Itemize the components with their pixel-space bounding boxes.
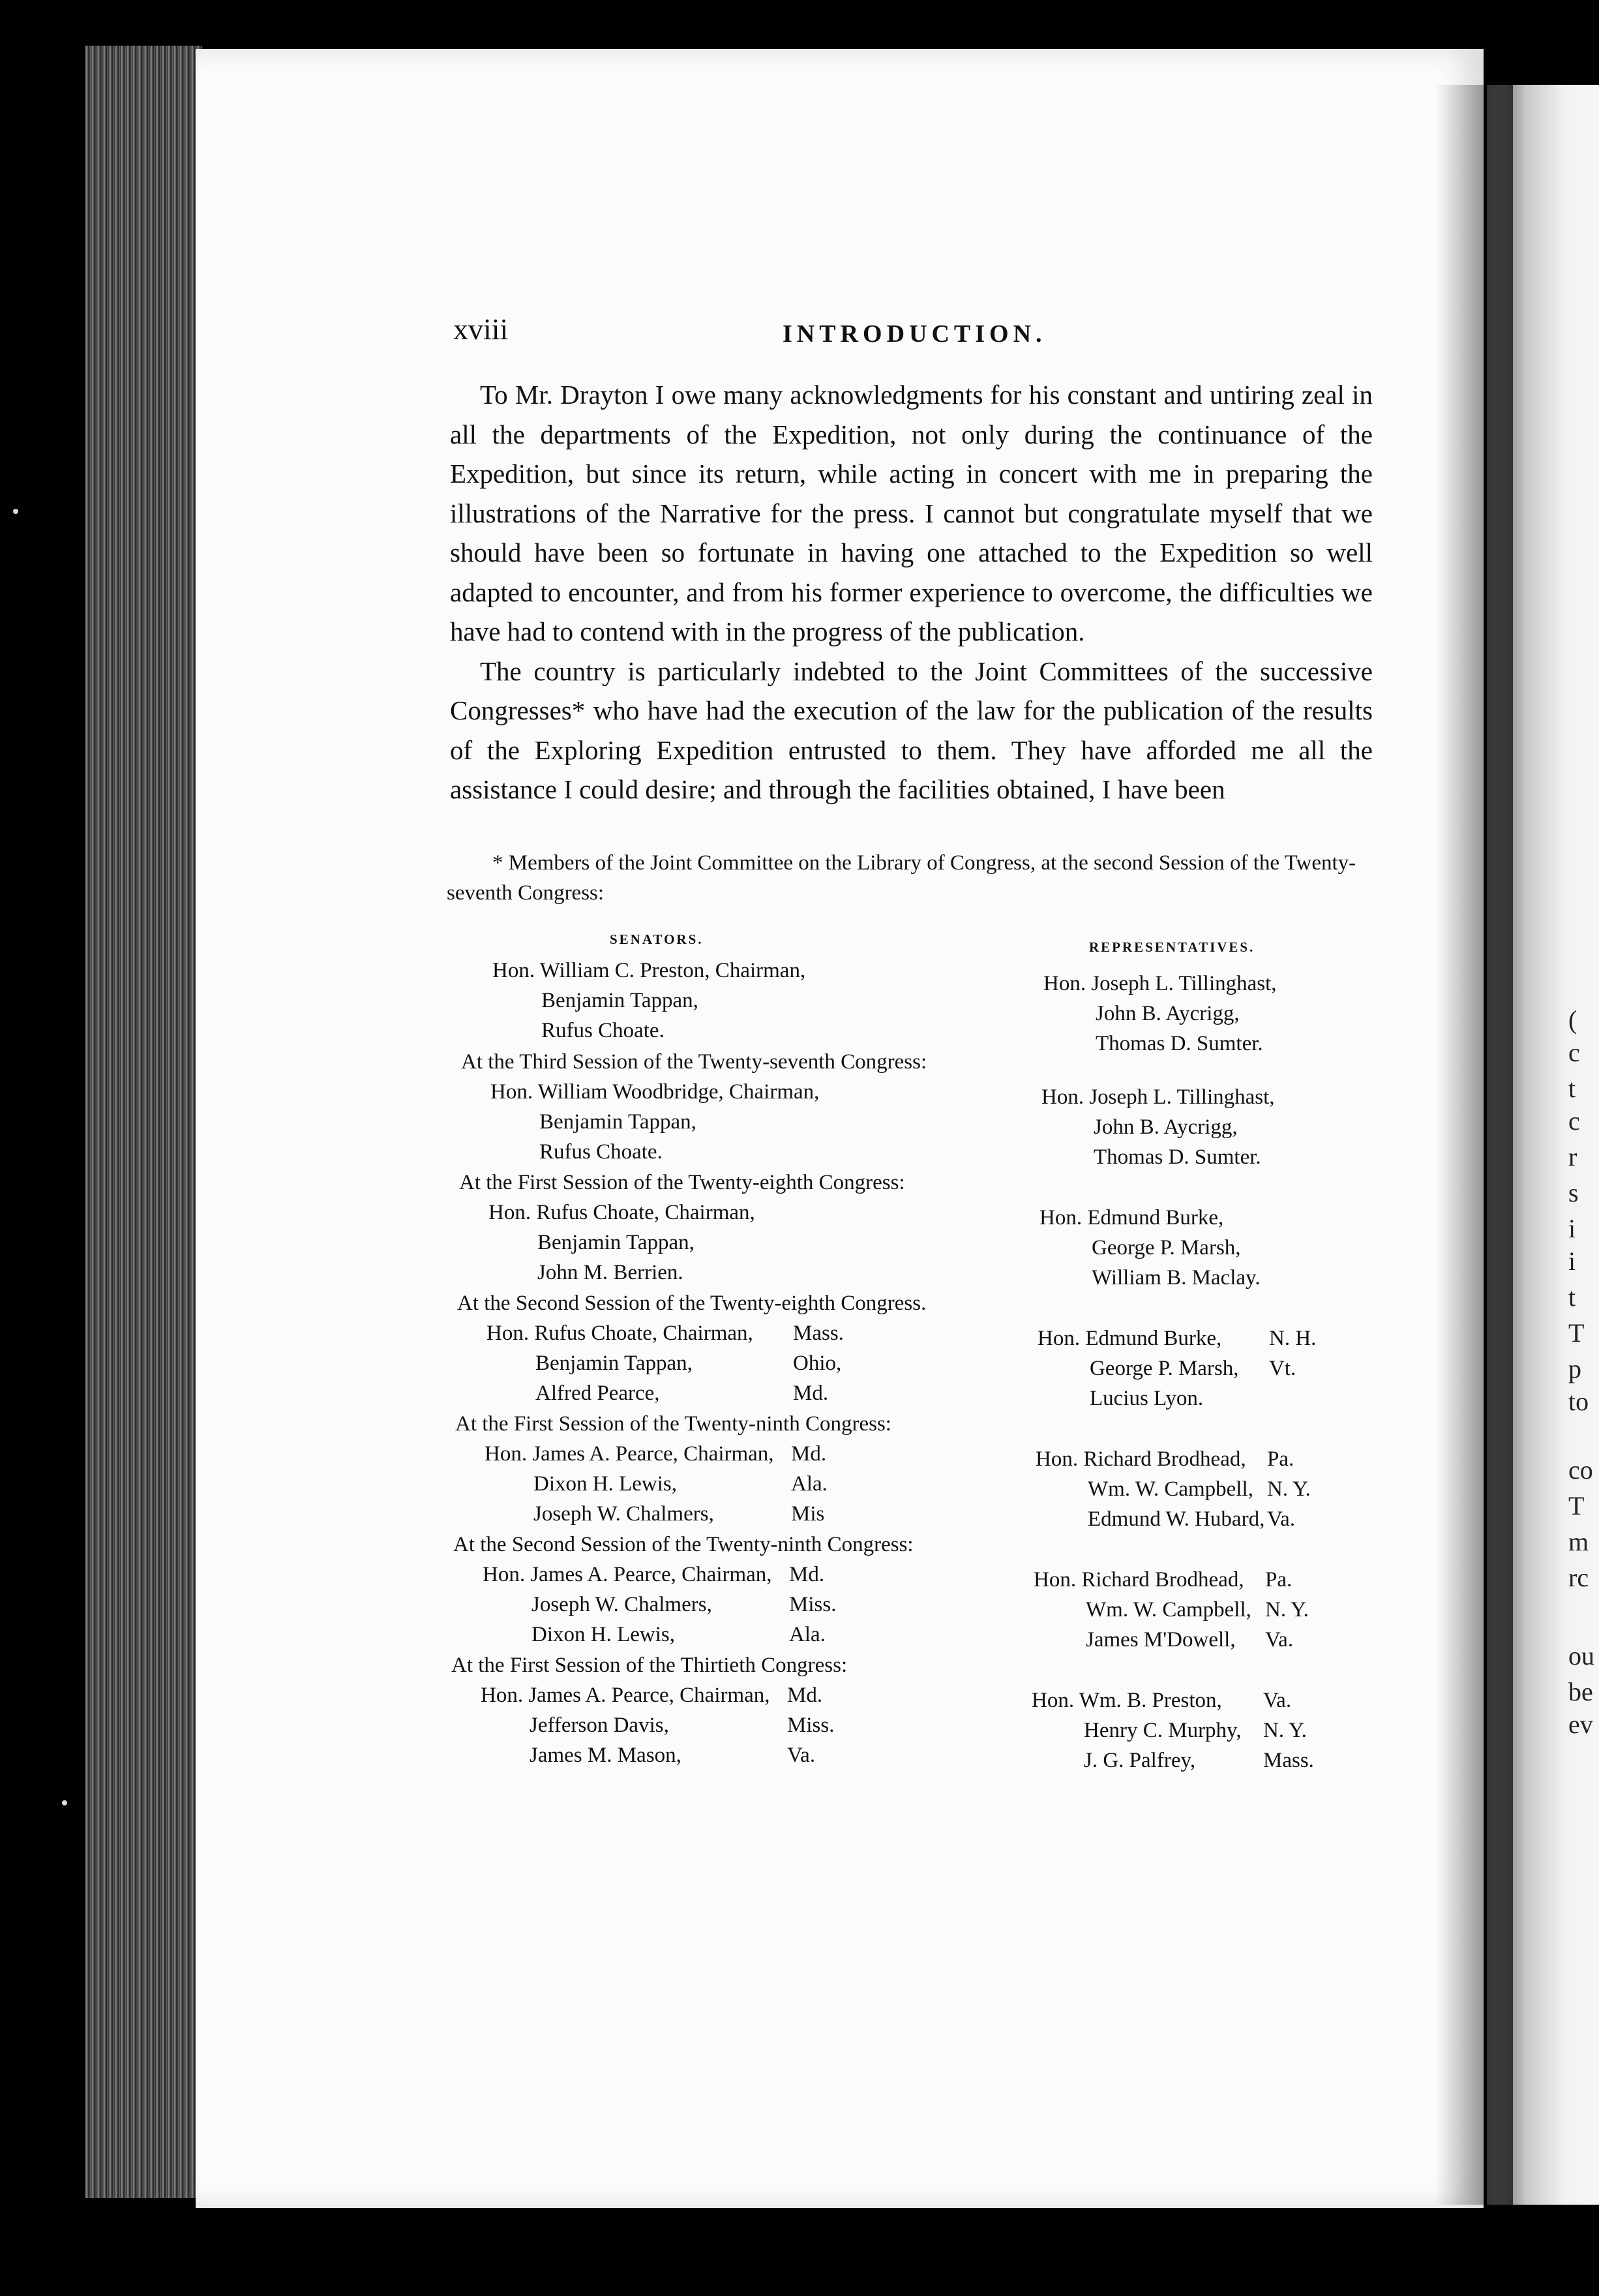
member-name: Rufus Choate. (539, 1140, 663, 1164)
session-label: At the First Session of the Twenty-ninth Congress: (455, 1412, 891, 1436)
facing-page-fragment: T (1568, 1318, 1585, 1348)
session-label: At the Second Session of the Twenty-eighth Congress. (457, 1292, 927, 1315)
facing-page-fragment: ( (1568, 1005, 1577, 1035)
senator-row (537, 1231, 695, 1255)
scan-speck (62, 1800, 67, 1805)
member-name: Hon. James A. Pearce, Chairman, (481, 1684, 770, 1707)
representative-row (1088, 1477, 1253, 1502)
member-state: Md. (787, 1684, 823, 1707)
member-state: Md. (793, 1382, 829, 1405)
representative-row (1096, 1002, 1240, 1026)
member-name: John B. Aycrigg, (1094, 1115, 1238, 1139)
facing-page-fragment: t (1568, 1074, 1576, 1103)
member-name: Hon. James A. Pearce, Chairman, (485, 1442, 774, 1466)
facing-page-fragment: be (1568, 1677, 1593, 1706)
representative-row (1086, 1598, 1251, 1622)
facing-page-fragment: c (1568, 1038, 1580, 1067)
member-name: Alfred Pearce, (535, 1382, 660, 1405)
facing-page-fragment: T (1568, 1491, 1585, 1520)
paragraph: The country is particularly indebted to the Joint Committees of the successive Congresses* who have had the execution of the law for the publication of the results of the Exploring Expedition entrusted to them. They have afforded me all the assistance I could desire; and through the facilities obtained, I have been (450, 656, 1373, 804)
facing-page-fragment: to (1568, 1387, 1589, 1416)
member-state: Ala. (791, 1472, 828, 1496)
member-state: Va. (787, 1744, 816, 1767)
facing-page-fragment: r (1568, 1142, 1577, 1171)
senator-row (541, 1019, 665, 1043)
senator-row (530, 1714, 669, 1738)
facing-page-fragment: t (1568, 1282, 1576, 1312)
member-state: Mass. (793, 1322, 844, 1345)
facing-page-fragment: co (1568, 1455, 1593, 1485)
representative-row (1092, 1266, 1261, 1290)
member-name: Benjamin Tappan, (537, 1231, 695, 1254)
facing-page-fragment: i (1568, 1214, 1576, 1243)
senator-row (490, 1080, 819, 1104)
member-name: Wm. W. Campbell, (1088, 1477, 1253, 1501)
member-name: Rufus Choate. (541, 1019, 665, 1042)
senator-row (485, 1442, 774, 1466)
facing-page-fragment: rc (1568, 1563, 1589, 1592)
senator-row (488, 1201, 755, 1225)
scan-speck (13, 509, 18, 514)
representative-row (1038, 1327, 1221, 1351)
session-label: At the First Session of the Twenty-eighth Congress: (459, 1171, 905, 1194)
member-name: J. G. Palfrey, (1084, 1749, 1196, 1772)
senator-row (541, 989, 698, 1013)
member-state: Pa. (1267, 1447, 1294, 1471)
member-state: N. Y. (1263, 1719, 1307, 1742)
representative-row (1088, 1507, 1264, 1532)
representative-row (1034, 1568, 1244, 1592)
senator-row (531, 1593, 712, 1617)
member-state: N. Y. (1265, 1598, 1309, 1622)
member-name: William B. Maclay. (1092, 1266, 1261, 1290)
member-name: Thomas D. Sumter. (1094, 1145, 1261, 1169)
senator-row (533, 1502, 714, 1526)
page-number: xviii (453, 312, 509, 346)
senator-row (486, 1322, 753, 1346)
representative-row (1096, 1032, 1263, 1056)
representative-row (1094, 1115, 1238, 1140)
representative-row (1043, 972, 1277, 996)
representative-row (1041, 1085, 1275, 1110)
member-name: Joseph W. Chalmers, (531, 1593, 712, 1616)
senator-row (539, 1110, 696, 1134)
member-name: Hon. Richard Brodhead, (1034, 1568, 1244, 1592)
member-state: Md. (791, 1442, 827, 1466)
facing-page-fragment: p (1568, 1354, 1581, 1383)
member-name: Hon. Joseph L. Tillinghast, (1041, 1085, 1275, 1109)
member-name: George P. Marsh, (1092, 1236, 1241, 1260)
senator-row (483, 1563, 772, 1587)
session-label: At the First Session of the Thirtieth Congress: (451, 1654, 848, 1677)
member-name: Lucius Lyon. (1090, 1387, 1204, 1410)
member-name: Edmund W. Hubard, (1088, 1507, 1265, 1531)
member-name: George P. Marsh, (1090, 1357, 1239, 1380)
senator-row (531, 1623, 675, 1647)
senator-row (537, 1261, 683, 1285)
member-name: Hon. William Woodbridge, Chairman, (490, 1080, 820, 1104)
senator-row (539, 1140, 663, 1164)
representative-row (1032, 1689, 1222, 1713)
member-state: Pa. (1265, 1568, 1293, 1592)
member-name: Jefferson Davis, (530, 1714, 669, 1737)
member-name: Hon. Edmund Burke, (1038, 1327, 1222, 1350)
session-label: At the Third Session of the Twenty-seventh Congress: (461, 1050, 927, 1074)
representative-row (1090, 1357, 1239, 1381)
member-name: Hon. Wm. B. Preston, (1032, 1689, 1222, 1712)
member-state: Ohio, (793, 1352, 842, 1375)
member-name: James M. Mason, (530, 1744, 681, 1767)
member-state: Va. (1265, 1628, 1294, 1652)
facing-page-fragment: ev (1568, 1710, 1593, 1739)
member-name: Joseph W. Chalmers, (533, 1502, 714, 1526)
footnote-intro: * Members of the Joint Committee on the Library of Congress, at the second Session of the Twenty-seventh Congress: (447, 851, 1356, 905)
session-label: At the Second Session of the Twenty-ninth Congress: (453, 1533, 914, 1556)
facing-page-fragment: ou (1568, 1641, 1594, 1670)
member-state: Miss. (789, 1593, 837, 1616)
member-name: Dixon H. Lewis, (531, 1623, 675, 1646)
member-state: N. H. (1269, 1327, 1317, 1350)
member-state: Mis (791, 1502, 825, 1526)
member-state: Ala. (789, 1623, 826, 1646)
facing-page-fragment: s (1568, 1178, 1579, 1207)
member-name: Hon. Richard Brodhead, (1036, 1447, 1246, 1471)
body-text (450, 375, 1373, 809)
member-name: Benjamin Tappan, (539, 1110, 696, 1134)
senator-row (492, 959, 805, 983)
member-name: Hon. Rufus Choate, Chairman, (486, 1322, 753, 1345)
member-state: N. Y. (1267, 1477, 1311, 1501)
representative-row (1039, 1206, 1223, 1230)
member-name: John M. Berrien. (537, 1261, 683, 1284)
senator-row (535, 1352, 693, 1376)
page-edges (85, 46, 202, 2198)
member-state: Va. (1263, 1689, 1292, 1712)
member-name: Hon. William C. Preston, Chairman, (492, 959, 806, 982)
senators-heading: SENATORS. (610, 931, 704, 947)
member-name: Dixon H. Lewis, (533, 1472, 677, 1496)
paragraph: To Mr. Drayton I owe many acknowledgments for his constant and untiring zeal in all the departments of the Expedition, not only during the continuance of the Expedition, but since its return, while acting in concert with me in preparing the illustrations of the Narrative for the press. I cannot but congratulate myself that we should have been so fortunate in having one attached to the Expedition so well adapted to encounter, and from his former experience to overcome, the difficulties we have had to contend with in the progress of the publication. (450, 380, 1373, 646)
representative-row (1036, 1447, 1246, 1472)
member-name: Hon. James A. Pearce, Chairman, (483, 1563, 772, 1586)
senator-row (481, 1684, 770, 1708)
member-name: Benjamin Tappan, (535, 1352, 693, 1375)
running-head: INTRODUCTION. (783, 320, 1047, 348)
member-state: Vt. (1269, 1357, 1296, 1380)
member-state: Miss. (787, 1714, 835, 1737)
facing-page-fragment: i (1568, 1246, 1576, 1276)
representative-row (1094, 1145, 1261, 1170)
member-name: James M'Dowell, (1086, 1628, 1236, 1652)
representatives-heading: REPRESENTATIVES. (1089, 939, 1255, 955)
senator-row (530, 1744, 681, 1768)
member-name: Wm. W. Campbell, (1086, 1598, 1251, 1622)
gutter-shadow (1435, 85, 1513, 2205)
member-name: John B. Aycrigg, (1096, 1002, 1240, 1025)
representative-row (1090, 1387, 1203, 1411)
member-name: Hon. Rufus Choate, Chairman, (488, 1201, 755, 1224)
member-state: Md. (789, 1563, 825, 1586)
member-name: Thomas D. Sumter. (1096, 1032, 1263, 1055)
representative-row (1092, 1236, 1241, 1260)
member-name: Benjamin Tappan, (541, 989, 698, 1012)
representative-row (1086, 1628, 1236, 1652)
book-page (196, 49, 1484, 2208)
facing-page-fragment: m (1568, 1527, 1589, 1556)
facing-page-fragment: c (1568, 1106, 1580, 1136)
member-name: Henry C. Murphy, (1084, 1719, 1242, 1742)
representative-row (1084, 1749, 1195, 1773)
member-name: Hon. Joseph L. Tillinghast, (1043, 972, 1277, 995)
senator-row (533, 1472, 677, 1496)
senator-row (535, 1382, 660, 1406)
member-state: Mass. (1263, 1749, 1314, 1772)
representative-row (1084, 1719, 1242, 1743)
member-state: Va. (1267, 1507, 1296, 1531)
member-name: Hon. Edmund Burke, (1039, 1206, 1224, 1230)
